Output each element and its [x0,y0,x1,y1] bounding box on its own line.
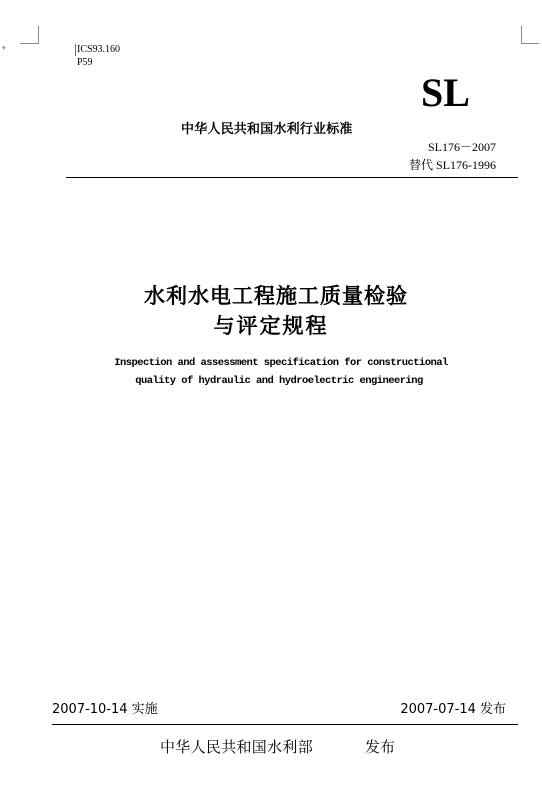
standard-number: SL176－2007 [427,140,496,154]
implementation-date: 2007-10-14 实施 [52,702,158,717]
crop-mark-top-right-horizontal [521,43,539,44]
title-zh-line1: 水利水电工程施工质量检验 [144,284,408,308]
replaces-standard: 替代 SL176-1996 [408,158,496,172]
title-en-line2: quality of hydraulic and hydroelectric engineering [135,375,423,387]
publish-label: 发布 [365,738,396,756]
industry-standard-title: 中华人民共和国水利行业标准 [181,122,353,137]
header-divider [66,177,518,178]
crop-mark-top-left-horizontal [20,43,38,44]
title-en-line1: Inspection and assessment specification for constructional [114,357,448,369]
text-cursor [75,44,76,56]
issue-date: 2007-07-14 发布 [400,702,506,717]
margin-arrow-icon: ▾ [2,44,6,52]
ics-code: ICS93.160 [77,44,121,55]
footer-divider [52,724,518,725]
title-zh-line2: 与评定规程 [213,314,329,338]
standard-mark: SL [421,70,470,115]
publisher-name: 中华人民共和国水利部 [160,738,314,756]
crop-mark-top-right-vertical [521,26,522,44]
crop-mark-top-left-vertical [38,26,39,44]
ccs-code: P59 [77,57,93,68]
